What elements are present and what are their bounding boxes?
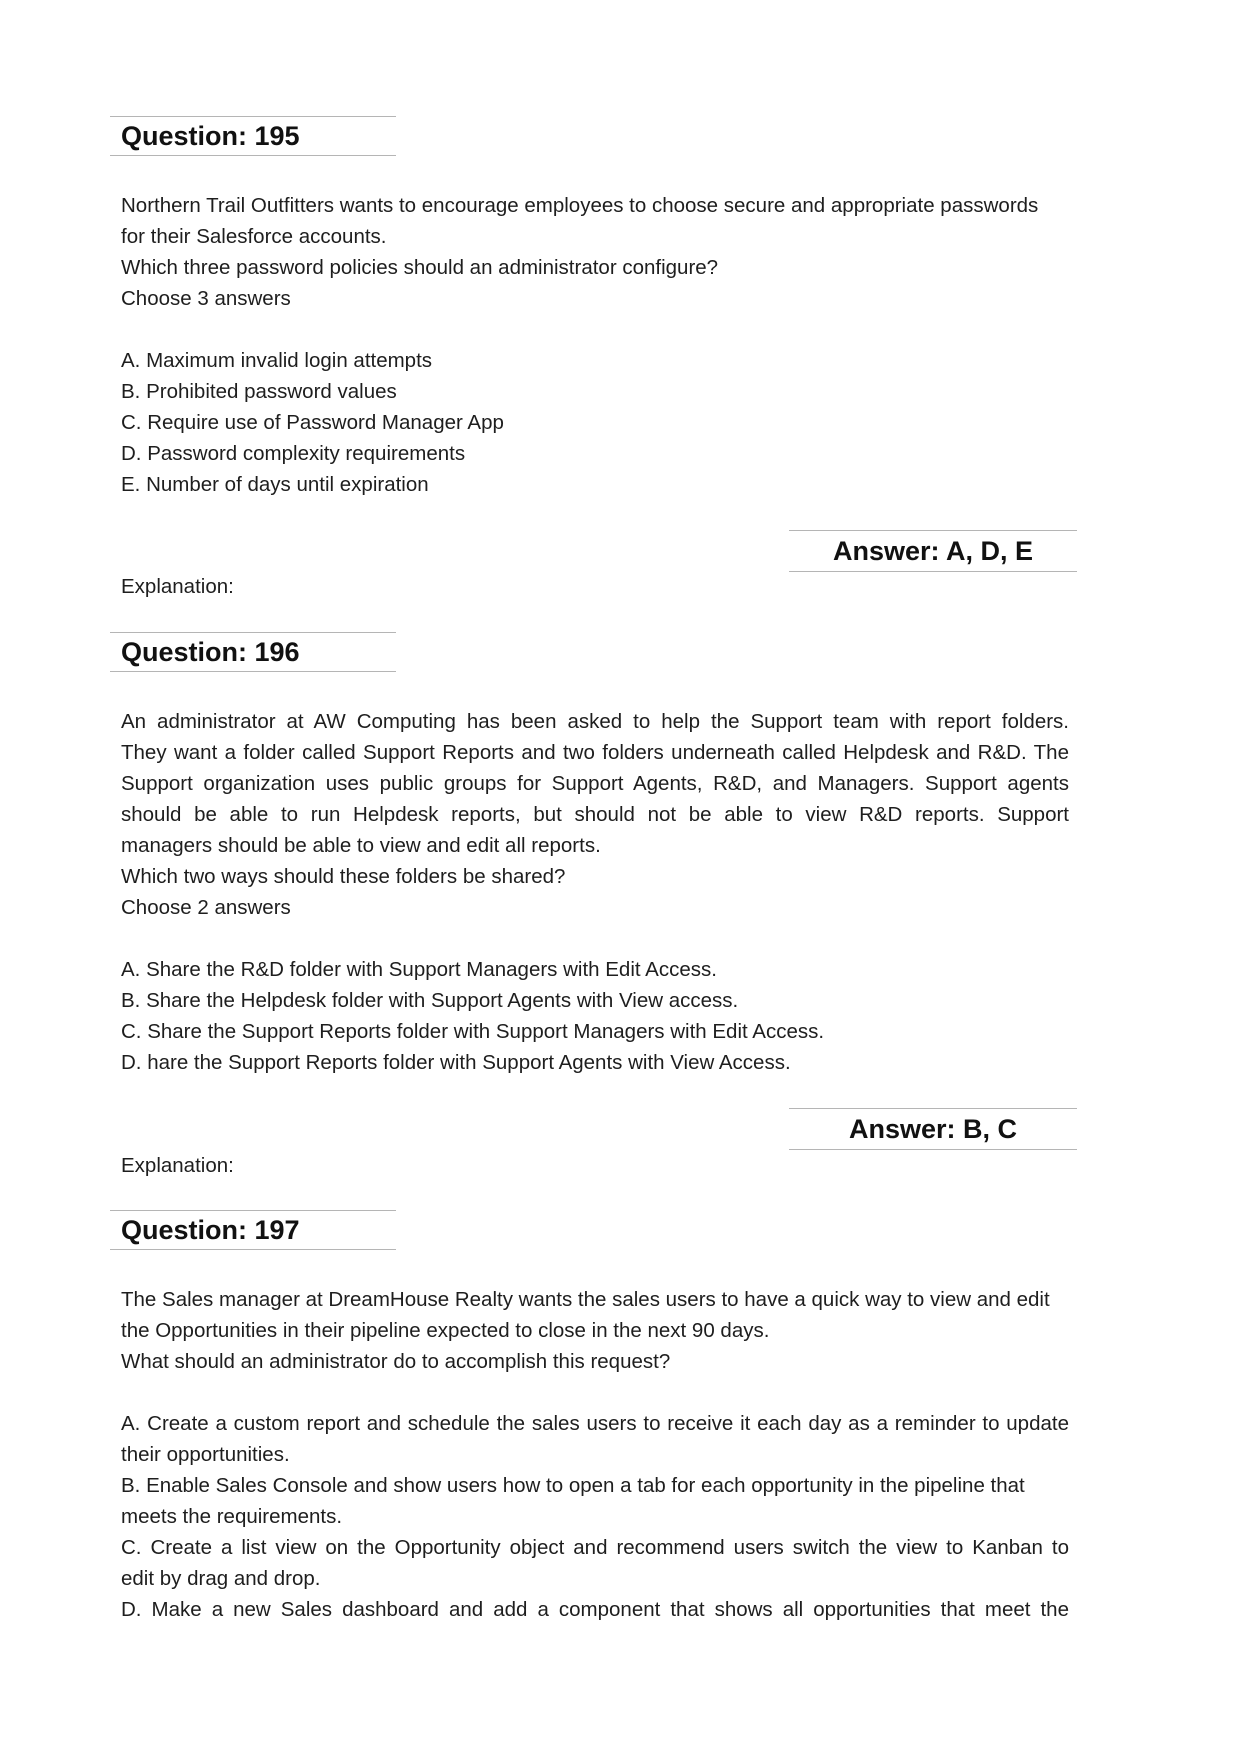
question-195-explanation: Explanation: [121, 575, 234, 598]
question-197-options [121, 1408, 1069, 1625]
option-a-line-2: their opportunities. [121, 1443, 290, 1466]
stem-line: Choose 2 answers [121, 896, 291, 919]
option-c-line-1: C. Create a list view on the Opportunity object and recommend users switch the view to Kanban to [121, 1536, 1069, 1559]
stem-line: for their Salesforce accounts. [121, 225, 387, 248]
question-196-answer: Answer: B, C [848, 1114, 1018, 1144]
stem-line: The Sales manager at DreamHouse Realty wants the sales users to have a quick way to view and edit [121, 1288, 1050, 1311]
option-a: A. Share the R&D folder with Support Managers with Edit Access. [121, 958, 717, 981]
stem-line: managers should be able to view and edit all reports. [121, 834, 601, 857]
question-197-header [110, 1210, 396, 1250]
stem-line: An administrator at AW Computing has been asked to help the Support team with report folders. [121, 710, 1069, 733]
question-195-header [110, 116, 396, 156]
question-195-title: Question: 195 [121, 121, 300, 151]
question-195-options [121, 345, 1069, 500]
option-b-line-1: B. Enable Sales Console and show users how to open a tab for each opportunity in the pipeline that [121, 1474, 1025, 1497]
option-b-line-2: meets the requirements. [121, 1505, 343, 1528]
option-c: C. Share the Support Reports folder with Support Managers with Edit Access. [121, 1020, 825, 1043]
stem-line: should be able to run Helpdesk reports, but should not be able to view R&D reports. Support [121, 803, 1069, 826]
stem-line: What should an administrator do to accomplish this request? [121, 1350, 671, 1373]
question-197-title: Question: 197 [121, 1215, 300, 1245]
stem-line: Northern Trail Outfitters wants to encourage employees to choose secure and appropriate passwords [121, 194, 1039, 217]
question-196-options [121, 954, 1069, 1078]
stem-line: Support organization uses public groups for Support Agents, R&D, and Managers. Support agents [121, 772, 1069, 795]
question-195-answer: Answer: A, D, E [832, 536, 1034, 566]
option-d-line-1: D. Make a new Sales dashboard and add a component that shows all opportunities that meet the [121, 1598, 1069, 1621]
stem-line: Which three password policies should an administrator configure? [121, 256, 719, 279]
option-a-line-1: A. Create a custom report and schedule the sales users to receive it each day as a reminder to update [121, 1412, 1069, 1435]
question-196-title: Question: 196 [121, 637, 300, 667]
question-196-explanation: Explanation: [121, 1154, 234, 1177]
stem-line: Choose 3 answers [121, 287, 291, 310]
question-195-stem [121, 190, 1069, 314]
option-e: E. Number of days until expiration [121, 473, 429, 496]
question-197-stem [121, 1284, 1069, 1377]
question-196-header [110, 632, 396, 672]
option-a: A. Maximum invalid login attempts [121, 349, 433, 372]
stem-line: Which two ways should these folders be shared? [121, 865, 566, 888]
option-c: C. Require use of Password Manager App [121, 411, 504, 434]
question-195-answer-box [789, 530, 1077, 572]
question-196-answer-box [789, 1108, 1077, 1150]
option-c-line-2: edit by drag and drop. [121, 1567, 321, 1590]
option-d: D. Password complexity requirements [121, 442, 466, 465]
stem-line: They want a folder called Support Reports and two folders underneath called Helpdesk and R&D. The [121, 741, 1069, 764]
question-196-stem [121, 706, 1069, 923]
stem-line: the Opportunities in their pipeline expected to close in the next 90 days. [121, 1319, 770, 1342]
option-d: D. hare the Support Reports folder with Support Agents with View Access. [121, 1051, 791, 1074]
option-b: B. Prohibited password values [121, 380, 397, 403]
option-b: B. Share the Helpdesk folder with Support Agents with View access. [121, 989, 739, 1012]
